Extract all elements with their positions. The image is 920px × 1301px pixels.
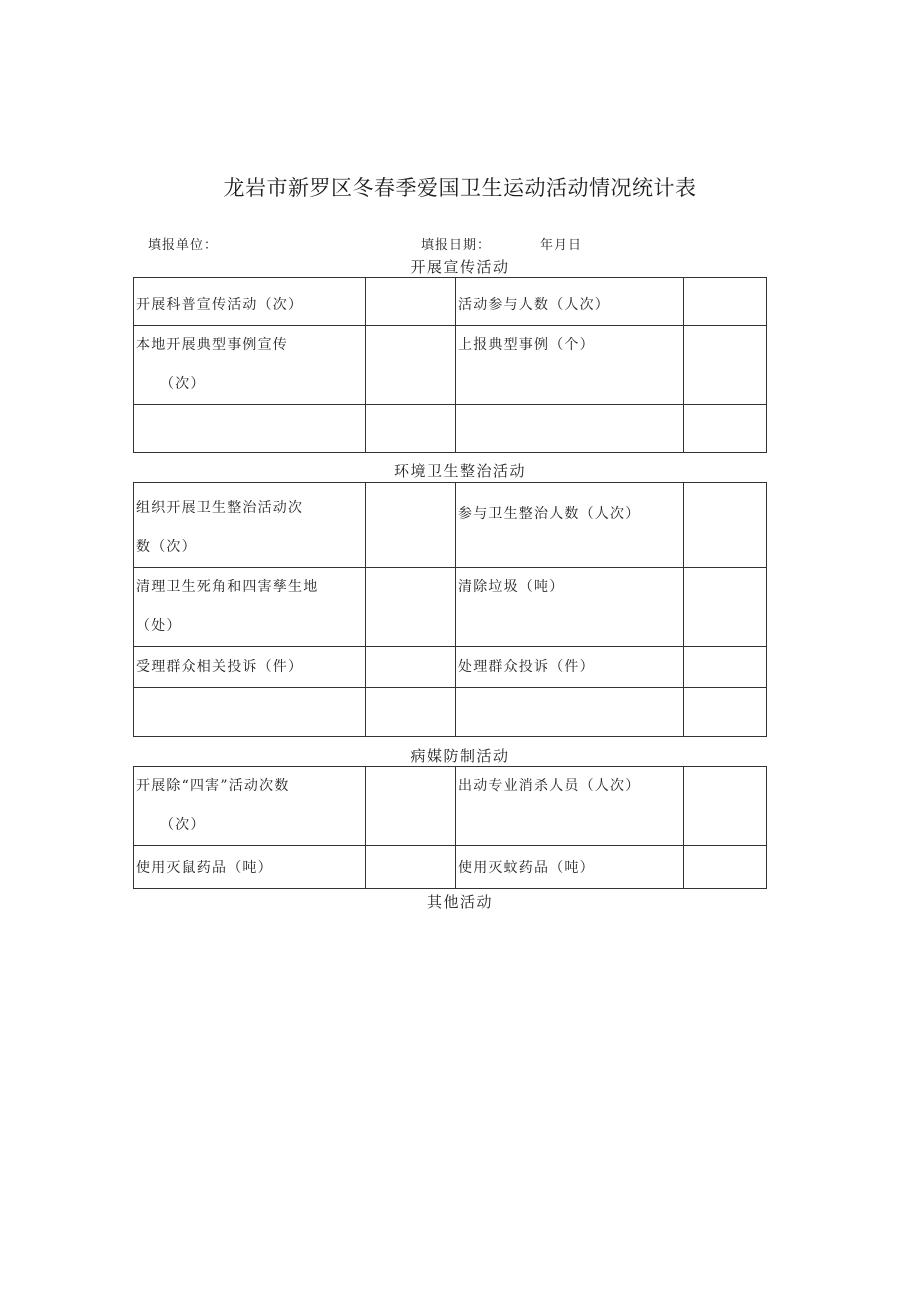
section-title-other: 其他活动 [426, 893, 493, 911]
vector-table [133, 766, 767, 889]
label-line: （次） [160, 376, 206, 392]
label-four-pests-activities [134, 767, 366, 846]
fill-date-label: 填报日期： [421, 238, 492, 253]
label-line: （次） [160, 817, 206, 833]
page-title: 龙岩市新罗区冬春季爱国卫生运动活动情况统计表 [223, 176, 697, 200]
environment-table [133, 482, 767, 737]
label-line: 开展除“四害”活动次数 [136, 778, 290, 794]
empty-cell[interactable] [366, 688, 456, 737]
publicity-table [133, 277, 767, 453]
empty-cell[interactable] [684, 405, 767, 453]
label-line: 数（次） [136, 539, 197, 555]
label-mosquitocide-used: 使用灭蚊药品（吨） [456, 846, 684, 889]
empty-cell[interactable] [456, 405, 684, 453]
section-title-publicity: 开展宣传活动 [410, 258, 510, 276]
label-typical-cases-publicity [134, 326, 366, 405]
value-cell[interactable] [366, 278, 456, 326]
fill-unit-label: 填报单位： [148, 238, 219, 253]
empty-cell[interactable] [684, 688, 767, 737]
value-cell[interactable] [366, 568, 456, 647]
label-line: （处） [136, 618, 182, 634]
label-participants: 活动参与人数（人次） [456, 278, 684, 326]
label-rodenticide-used: 使用灭鼠药品（吨） [134, 846, 366, 889]
value-cell[interactable] [366, 767, 456, 846]
empty-cell[interactable] [134, 688, 366, 737]
label-reported-cases: 上报典型事例（个） [456, 326, 684, 405]
label-line: 组织开展卫生整治活动次 [136, 500, 304, 516]
value-cell[interactable] [684, 767, 767, 846]
empty-cell[interactable] [366, 405, 456, 453]
empty-cell[interactable] [456, 688, 684, 737]
label-line: 清理卫生死角和四害孳生地 [136, 579, 319, 595]
label-line: 本地开展典型事例宣传 [136, 337, 288, 353]
label-science-publicity: 开展科普宣传活动（次） [134, 278, 366, 326]
label-garbage-removed: 清除垃圾（吨） [456, 568, 684, 647]
label-sanitation-participants: 参与卫生整治人数（人次） [456, 483, 684, 568]
value-cell[interactable] [366, 647, 456, 688]
label-sanitation-activities [134, 483, 366, 568]
value-cell[interactable] [684, 326, 767, 405]
label-complaints-handled: 处理群众投诉（件） [456, 647, 684, 688]
label-disinfection-staff: 出动专业消杀人员（人次） [456, 767, 684, 846]
value-cell[interactable] [366, 326, 456, 405]
value-cell[interactable] [684, 483, 767, 568]
value-cell[interactable] [684, 647, 767, 688]
value-cell[interactable] [684, 568, 767, 647]
label-complaints-received: 受理群众相关投诉（件） [134, 647, 366, 688]
value-cell[interactable] [366, 846, 456, 889]
value-cell[interactable] [684, 278, 767, 326]
label-pest-breeding-sites [134, 568, 366, 647]
value-cell[interactable] [684, 846, 767, 889]
value-cell[interactable] [366, 483, 456, 568]
date-format: 年月日 [540, 238, 583, 253]
section-title-environment: 环境卫生整治活动 [393, 462, 526, 480]
empty-cell[interactable] [134, 405, 366, 453]
section-title-vector: 病媒防制活动 [410, 747, 510, 765]
